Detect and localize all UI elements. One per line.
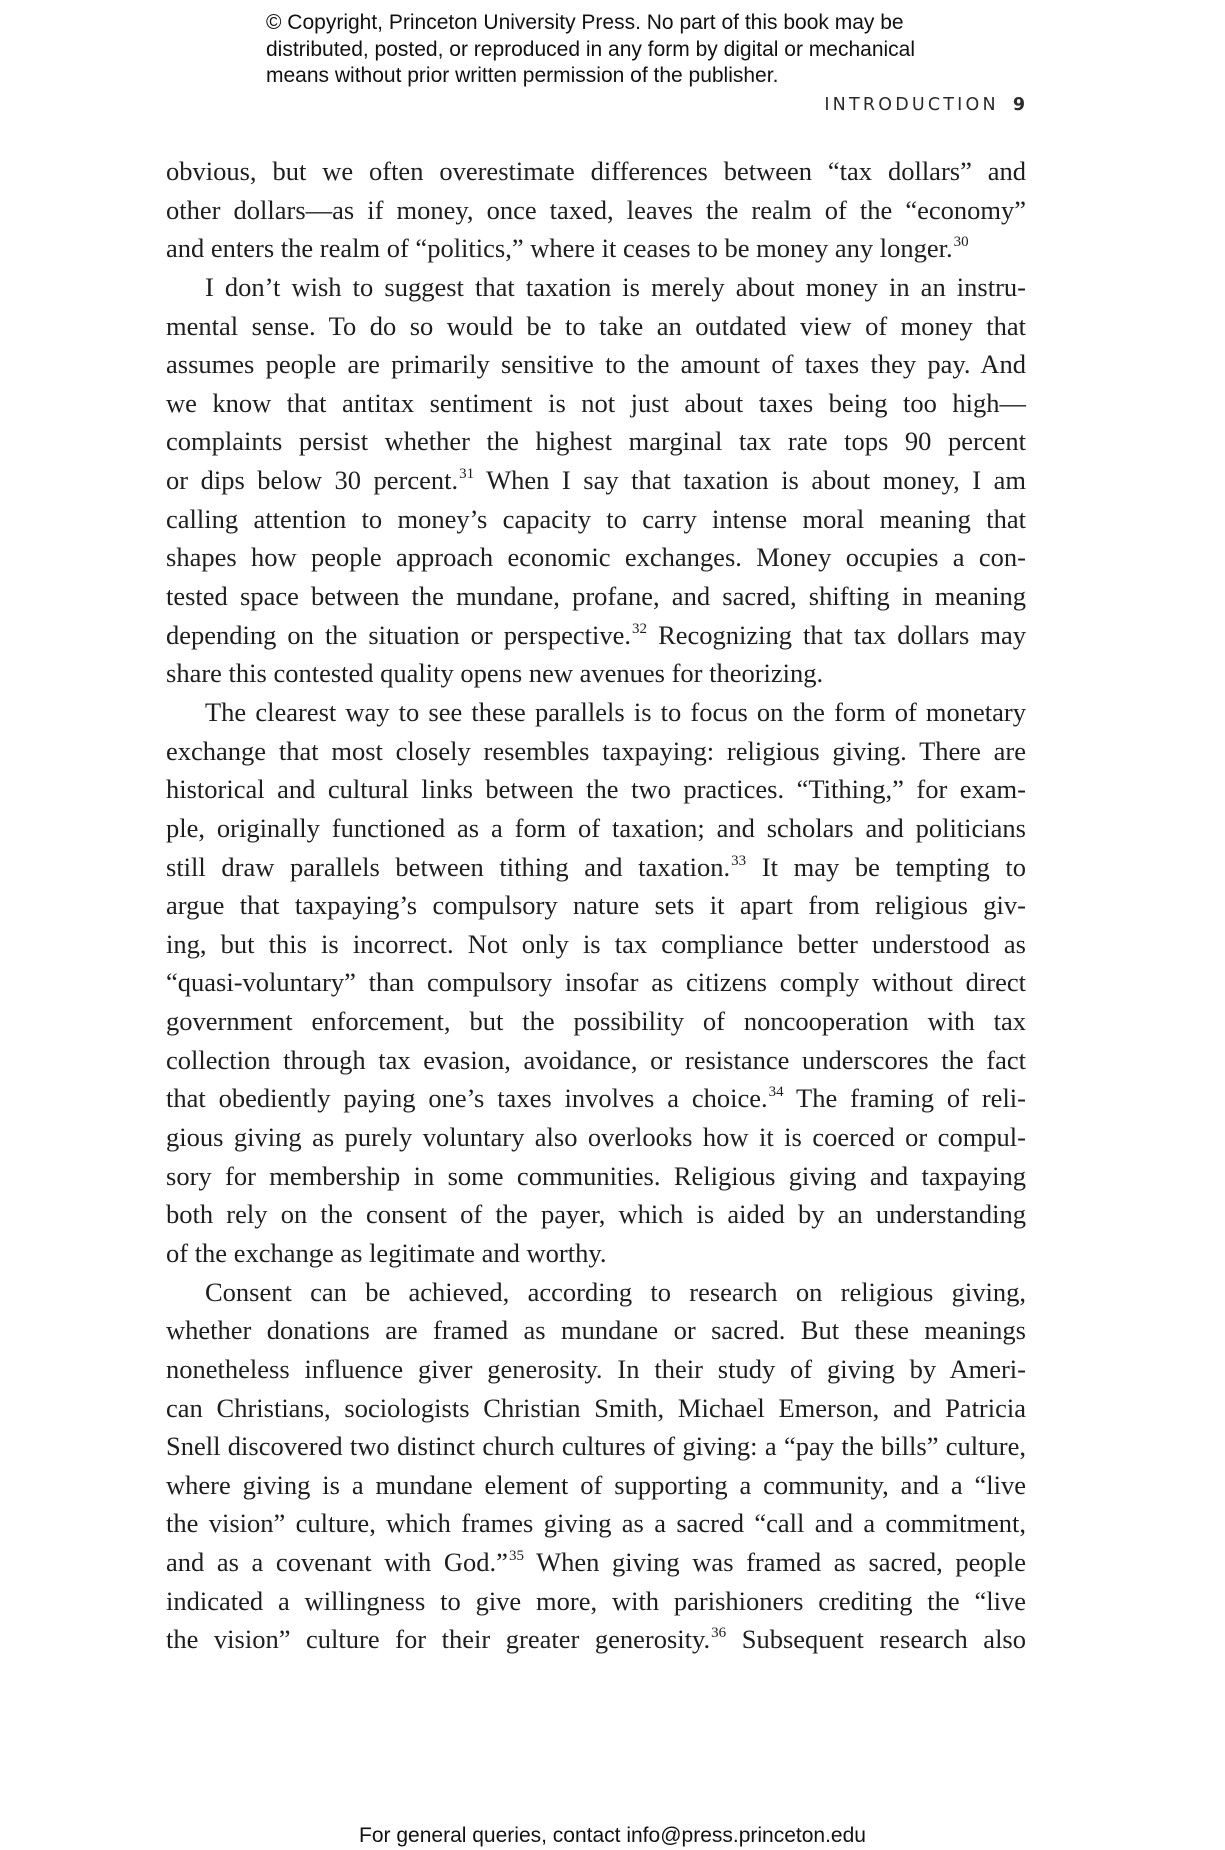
line-text: When I say that taxation is about money, I am bbox=[474, 465, 1026, 496]
text-line bbox=[166, 1389, 1026, 1428]
text-line bbox=[166, 1079, 1026, 1118]
line-text: tested space between the mundane, profane, and sacred, shifting in meaning bbox=[166, 581, 1026, 612]
line-text: assumes people are primarily sensitive to the amount of taxes they pay. And bbox=[166, 349, 1026, 380]
footnote-marker[interactable]: 35 bbox=[508, 1548, 524, 1565]
line-text: and enters the realm of “politics,” where it ceases to be money any longer. bbox=[166, 233, 953, 264]
line-text: Recognizing that tax dollars may bbox=[647, 619, 1026, 650]
text-line bbox=[166, 654, 1026, 693]
text-line bbox=[166, 693, 1026, 732]
line-text: complaints persist whether the highest marginal tax rate tops 90 percent bbox=[166, 426, 1026, 457]
footnote-marker[interactable]: 33 bbox=[731, 852, 747, 869]
text-line bbox=[166, 616, 1026, 655]
text-line bbox=[166, 1234, 1026, 1273]
footnote-marker[interactable]: 32 bbox=[632, 620, 648, 637]
line-text: indicated a willingness to give more, with parishioners crediting the “live bbox=[166, 1585, 1026, 1616]
text-line bbox=[166, 1195, 1026, 1234]
text-line bbox=[166, 1543, 1026, 1582]
text-line bbox=[166, 152, 1026, 191]
text-line bbox=[166, 191, 1026, 230]
copyright-line: distributed, posted, or reproduced in any form by digital or mechanical bbox=[266, 37, 916, 61]
text-line bbox=[166, 1582, 1026, 1621]
line-text: I don’t wish to suggest that taxation is merely about money in an instru- bbox=[205, 271, 1026, 302]
text-line bbox=[166, 461, 1026, 500]
footer-contact: For general queries, contact info@press.princeton.edu bbox=[359, 1824, 866, 1847]
copyright-notice bbox=[266, 10, 986, 90]
line-text: Consent can be achieved, according to research on religious giving, bbox=[205, 1276, 1026, 1307]
footnote-marker[interactable]: 30 bbox=[953, 234, 969, 251]
line-text: “quasi-voluntary” than compulsory insofar as citizens comply without direct bbox=[166, 967, 1026, 998]
text-line bbox=[166, 1118, 1026, 1157]
text-line bbox=[166, 886, 1026, 925]
line-text: argue that taxpaying’s compulsory nature sets it apart from religious giv- bbox=[166, 890, 1026, 921]
line-text: both rely on the consent of the payer, which is aided by an understanding bbox=[166, 1199, 1026, 1230]
text-line bbox=[166, 1350, 1026, 1389]
text-line bbox=[166, 268, 1026, 307]
line-text: calling attention to money’s capacity to carry intense moral meaning that bbox=[166, 503, 1026, 534]
text-line bbox=[166, 229, 1026, 268]
text-line bbox=[166, 422, 1026, 461]
line-text: whether donations are framed as mundane or sacred. But these meanings bbox=[166, 1315, 1026, 1346]
line-text: government enforcement, but the possibility of noncooperation with tax bbox=[166, 1006, 1026, 1037]
line-text: collection through tax evasion, avoidance, or resistance underscores the fact bbox=[166, 1044, 1026, 1075]
line-text: or dips below 30 percent. bbox=[166, 465, 459, 496]
line-text: gious giving as purely voluntary also overlooks how it is coerced or compul- bbox=[166, 1122, 1026, 1153]
line-text: depending on the situation or perspective. bbox=[166, 619, 632, 650]
text-line bbox=[166, 345, 1026, 384]
copyright-line: means without prior written permission of the publisher. bbox=[266, 64, 779, 87]
line-text: exchange that most closely resembles taxpaying: religious giving. There are bbox=[166, 735, 1026, 766]
text-line bbox=[166, 1273, 1026, 1312]
running-head bbox=[824, 95, 1025, 115]
line-text: The clearest way to see these parallels is to focus on the form of monetary bbox=[205, 696, 1026, 727]
line-text: still draw parallels between tithing and taxation. bbox=[166, 851, 731, 882]
text-line bbox=[166, 1427, 1026, 1466]
page-number: 9 bbox=[1012, 95, 1025, 115]
text-line bbox=[166, 577, 1026, 616]
line-text: The framing of reli- bbox=[783, 1083, 1026, 1114]
line-text: historical and cultural links between the two practices. “Tithing,” for exam- bbox=[166, 774, 1026, 805]
text-line bbox=[166, 1504, 1026, 1543]
text-line bbox=[166, 538, 1026, 577]
line-text: shapes how people approach economic exchanges. Money occupies a con- bbox=[166, 542, 1026, 573]
line-text: where giving is a mundane element of supporting a community, and a “live bbox=[166, 1469, 1026, 1500]
text-line bbox=[166, 809, 1026, 848]
line-text: When giving was framed as sacred, people bbox=[523, 1547, 1026, 1578]
text-line bbox=[166, 848, 1026, 887]
text-line bbox=[166, 1002, 1026, 1041]
text-line bbox=[166, 963, 1026, 1002]
line-text: Snell discovered two distinct church cultures of giving: a “pay the bills” culture, bbox=[166, 1431, 1026, 1462]
line-text: of the exchange as legitimate and worthy. bbox=[166, 1237, 607, 1268]
text-line bbox=[166, 1041, 1026, 1080]
line-text: other dollars—as if money, once taxed, leaves the realm of the “economy” bbox=[166, 194, 1026, 225]
line-text: that obediently paying one’s taxes involves a choice. bbox=[166, 1083, 768, 1114]
text-line bbox=[166, 770, 1026, 809]
footnote-marker[interactable]: 31 bbox=[459, 466, 475, 483]
body-text bbox=[166, 152, 1026, 1659]
text-line bbox=[166, 1620, 1026, 1659]
text-line bbox=[166, 925, 1026, 964]
line-text: the vision” culture, which frames giving as a sacred “call and a commitment, bbox=[166, 1508, 1026, 1539]
line-text: sory for membership in some communities. Religious giving and taxpaying bbox=[166, 1160, 1026, 1191]
line-text: obvious, but we often overestimate differences between “tax dollars” and bbox=[166, 156, 1026, 186]
footnote-marker[interactable]: 34 bbox=[768, 1084, 784, 1101]
line-text: the vision” culture for their greater generosity. bbox=[166, 1624, 711, 1655]
copyright-line: © Copyright, Princeton University Press. No part of this book may be bbox=[266, 11, 904, 34]
line-text: ing, but this is incorrect. Not only is tax compliance better understood as bbox=[166, 928, 1026, 959]
text-line bbox=[166, 307, 1026, 346]
line-text: ple, originally functioned as a form of taxation; and scholars and politicians bbox=[166, 812, 1026, 843]
text-line bbox=[166, 1311, 1026, 1350]
line-text: Subsequent research also bbox=[726, 1624, 1026, 1655]
text-line bbox=[166, 500, 1026, 539]
line-text: It may be tempting to bbox=[746, 851, 1027, 882]
line-text: can Christians, sociologists Christian Smith, Michael Emerson, and Patricia bbox=[166, 1392, 1026, 1423]
line-text: nonetheless influence giver generosity. In their study of giving by Ameri- bbox=[166, 1353, 1026, 1384]
line-text: share this contested quality opens new avenues for theorizing. bbox=[166, 658, 824, 689]
line-text: mental sense. To do so would be to take an outdated view of money that bbox=[166, 310, 1026, 341]
text-line bbox=[166, 384, 1026, 423]
section-title: INTRODUCTION bbox=[824, 95, 999, 115]
line-text: and as a covenant with God.” bbox=[166, 1547, 508, 1578]
footnote-marker[interactable]: 36 bbox=[711, 1625, 727, 1642]
text-line bbox=[166, 1157, 1026, 1196]
text-line bbox=[166, 732, 1026, 771]
text-line bbox=[166, 1466, 1026, 1505]
line-text: we know that antitax sentiment is not just about taxes being too high— bbox=[166, 387, 1026, 418]
